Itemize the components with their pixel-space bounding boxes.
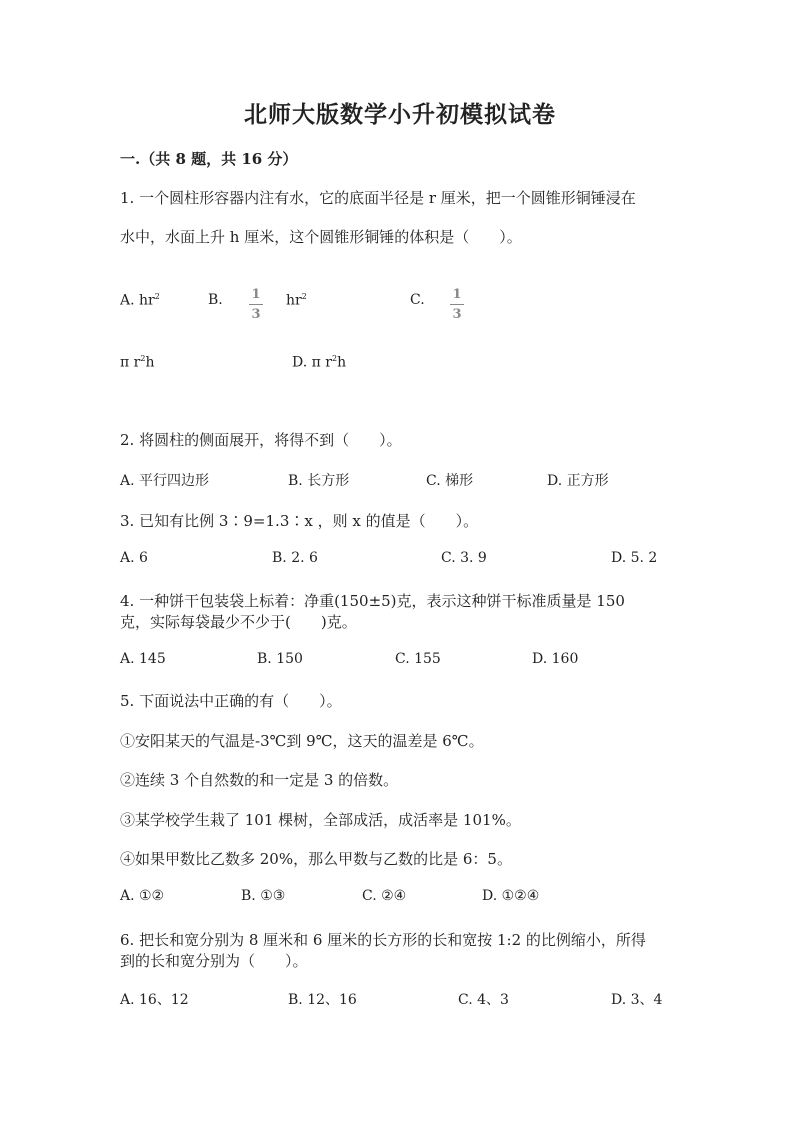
q3-option-c: C. 3. 9 xyxy=(441,550,487,566)
q5-option-b: B. ①③ xyxy=(241,888,286,904)
q1-option-c-expr: π $r^2h$ xyxy=(120,354,155,371)
q6-option-b: B. 12、16 xyxy=(288,992,357,1008)
q3-option-d: D. 5. 2 xyxy=(611,550,658,566)
page-title: 北师大版数学小升初模拟试卷 xyxy=(244,101,556,128)
q3-text: 3. 已知有比例 3∶9=1.3∶x ，则 x 的值是（ ）。 xyxy=(120,512,479,530)
q4-option-d: D. 160 xyxy=(532,651,579,667)
q5-option-d: D. ①②④ xyxy=(482,888,540,904)
q6-option-c: C. 4、3 xyxy=(458,992,509,1008)
q3-option-a: A. 6 xyxy=(120,550,148,566)
q1-option-b-fraction: 1 3 xyxy=(249,288,263,321)
q1-option-b-expr: $hr^2$ xyxy=(286,292,307,309)
q5-text: 5. 下面说法中正确的有（ ）。 xyxy=(120,692,342,710)
q3-option-b: B. 2. 6 xyxy=(272,550,318,566)
q6-option-a: A. 16、12 xyxy=(120,992,189,1008)
q5-option-c: C. ②④ xyxy=(362,888,407,904)
q2-option-d: D. 正方形 xyxy=(547,473,609,489)
q4-line1: 4. 一种饼干包装袋上标着：净重(150±5)克，表示这种饼干标准质量是 150 xyxy=(120,592,625,610)
q5-option-a: A. ①② xyxy=(120,888,165,904)
q1-line1: 1. 一个圆柱形容器内注有水，它的底面半径是 r 厘米，把一个圆锥形铜锤浸在 xyxy=(120,189,636,207)
q4-option-c: C. 155 xyxy=(395,651,441,667)
q4-option-b: B. 150 xyxy=(257,651,303,667)
q2-option-b: B. 长方形 xyxy=(288,473,350,489)
q5-statement-3: ③某学校学生栽了 101 棵树，全部成活，成活率是 101%。 xyxy=(120,811,521,829)
q5-statement-1: ①安阳某天的气温是-3℃到 9℃，这天的温差是 6℃。 xyxy=(120,732,484,750)
q1-option-a: A. $hr^2$ xyxy=(120,292,160,309)
q6-option-d: D. 3、4 xyxy=(611,992,663,1008)
q1-option-c-fraction: 1 3 xyxy=(450,288,464,321)
q2-option-a: A. 平行四边形 xyxy=(120,473,210,489)
q1-line2: 水中，水面上升 h 厘米，这个圆锥形铜锤的体积是（ ）。 xyxy=(120,228,522,246)
q6-line1: 6. 把长和宽分别为 8 厘米和 6 厘米的长方形的长和宽按 1:2 的比例缩小，所得 xyxy=(120,931,646,949)
q6-line2: 到的长和宽分别为（ ）。 xyxy=(120,952,308,970)
q4-option-a: A. 145 xyxy=(120,651,166,667)
q1-option-c-label: C. xyxy=(410,292,425,308)
q2-option-c: C. 梯形 xyxy=(426,473,474,489)
section-heading: 一.（共 8 题，共 16 分） xyxy=(120,150,298,168)
q4-line2: 克，实际每袋最少不少于( )克。 xyxy=(120,613,357,631)
q2-text: 2. 将圆柱的侧面展开，将得不到（ ）。 xyxy=(120,431,402,449)
q5-statement-4: ④如果甲数比乙数多 20%，那么甲数与乙数的比是 6：5。 xyxy=(120,850,512,868)
q5-statement-2: ②连续 3 个自然数的和一定是 3 的倍数。 xyxy=(120,771,399,789)
q1-option-b-label: B. xyxy=(208,292,223,308)
q1-option-d: D. π $r^2h$ xyxy=(292,354,347,371)
